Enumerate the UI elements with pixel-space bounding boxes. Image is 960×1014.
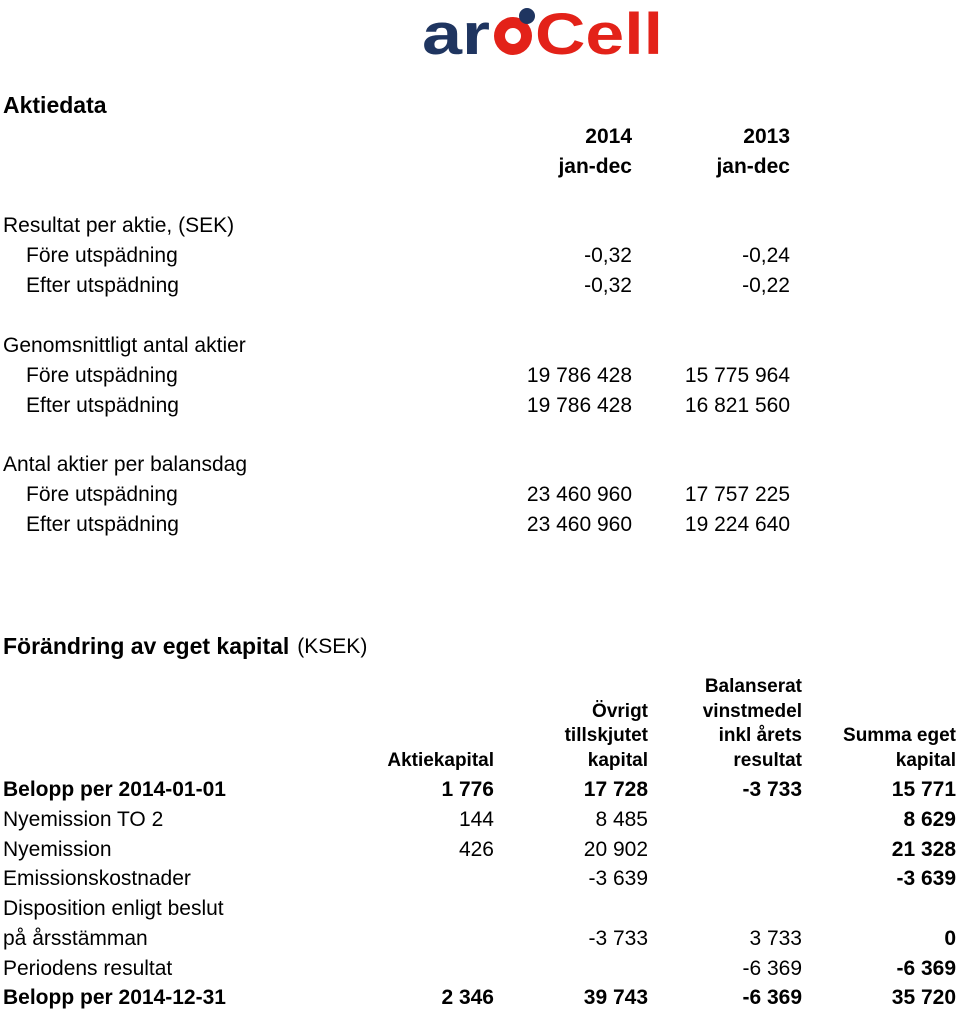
column-header: Övrigt	[592, 700, 648, 722]
column-header: Aktiekapital	[387, 750, 494, 771]
equity-cell: -6 369	[742, 957, 802, 980]
equity-row-label: Belopp per 2014-01-01	[3, 778, 226, 801]
equity-row-label: Periodens resultat	[3, 957, 173, 980]
arocell-logo	[418, 2, 668, 60]
value-2013: 17 757 225	[684, 483, 790, 506]
column-header: vinstmedel	[702, 700, 802, 722]
equity-cell: 2 346	[441, 986, 494, 1009]
equity-row-label: Emissionskostnader	[3, 867, 191, 890]
equity-row-label: Nyemission	[3, 838, 112, 861]
equity-cell: -3 639	[896, 867, 956, 890]
period-header: jan-dec	[716, 155, 790, 178]
column-header: inkl årets	[718, 725, 802, 747]
value-2013: -0,22	[742, 274, 790, 297]
equity-cell: 426	[458, 838, 494, 861]
equity-cell: -3 639	[588, 867, 648, 890]
group-heading: Resultat per aktie, (SEK)	[3, 214, 235, 237]
row-label: Efter utspädning	[26, 274, 179, 297]
value-2014: -0,32	[584, 274, 632, 297]
row-label: Före utspädning	[26, 364, 178, 387]
value-2014: 19 786 428	[526, 364, 632, 387]
equity-cell: 17 728	[583, 778, 648, 801]
equity-row-label: Nyemission TO 2	[3, 808, 164, 831]
row-label: Före utspädning	[26, 483, 178, 506]
equity-cell: 15 771	[891, 778, 956, 801]
equity-cell: 8 485	[595, 808, 648, 831]
equity-cell: 8 629	[903, 808, 956, 831]
aktiedata-title: Aktiedata	[3, 92, 107, 118]
value-2014: 23 460 960	[526, 483, 632, 506]
equity-cell: 0	[944, 927, 956, 950]
equity-cell: 39 743	[583, 986, 648, 1009]
equity-cell: -3 733	[742, 778, 802, 801]
row-label: Efter utspädning	[26, 513, 179, 536]
value-2013: -0,24	[742, 244, 790, 267]
svg-text:ar: ar	[422, 2, 490, 60]
value-2013: 16 821 560	[684, 394, 790, 417]
equity-cell: -6 369	[896, 957, 956, 980]
column-header: kapital	[895, 750, 956, 771]
equity-row-label: Disposition enligt beslut	[3, 897, 224, 920]
column-header: resultat	[733, 750, 802, 771]
svg-text:Cell: Cell	[535, 2, 663, 60]
column-header: tillskjutet	[564, 725, 648, 747]
row-label: Före utspädning	[26, 244, 178, 267]
equity-cell: 35 720	[891, 986, 956, 1009]
equity-cell: 1 776	[441, 778, 494, 801]
value-2013: 19 224 640	[684, 513, 790, 536]
year-header: 2014	[585, 125, 632, 148]
equity-cell: 20 902	[583, 838, 648, 861]
row-label: Efter utspädning	[26, 394, 179, 417]
group-heading: Genomsnittligt antal aktier	[3, 334, 246, 357]
column-header: Summa eget	[843, 725, 956, 747]
period-header: jan-dec	[558, 155, 632, 178]
group-heading: Antal aktier per balansdag	[3, 453, 247, 476]
value-2014: -0,32	[584, 244, 632, 267]
equity-title: Förändring av eget kapital	[3, 633, 290, 659]
equity-row-label: Belopp per 2014-12-31	[3, 986, 226, 1009]
year-header: 2013	[743, 125, 790, 148]
column-header: kapital	[587, 750, 648, 771]
equity-unit: (KSEK)	[297, 635, 368, 658]
equity-cell: 21 328	[891, 838, 956, 861]
equity-cell: 144	[458, 808, 494, 831]
equity-cell: -6 369	[742, 986, 802, 1009]
value-2013: 15 775 964	[684, 364, 790, 387]
equity-cell: 3 733	[749, 927, 802, 950]
value-2014: 23 460 960	[526, 513, 632, 536]
column-header: Balanserat	[704, 675, 802, 697]
value-2014: 19 786 428	[526, 394, 632, 417]
equity-cell: -3 733	[588, 927, 648, 950]
equity-row-label: på årsstämman	[3, 927, 148, 950]
